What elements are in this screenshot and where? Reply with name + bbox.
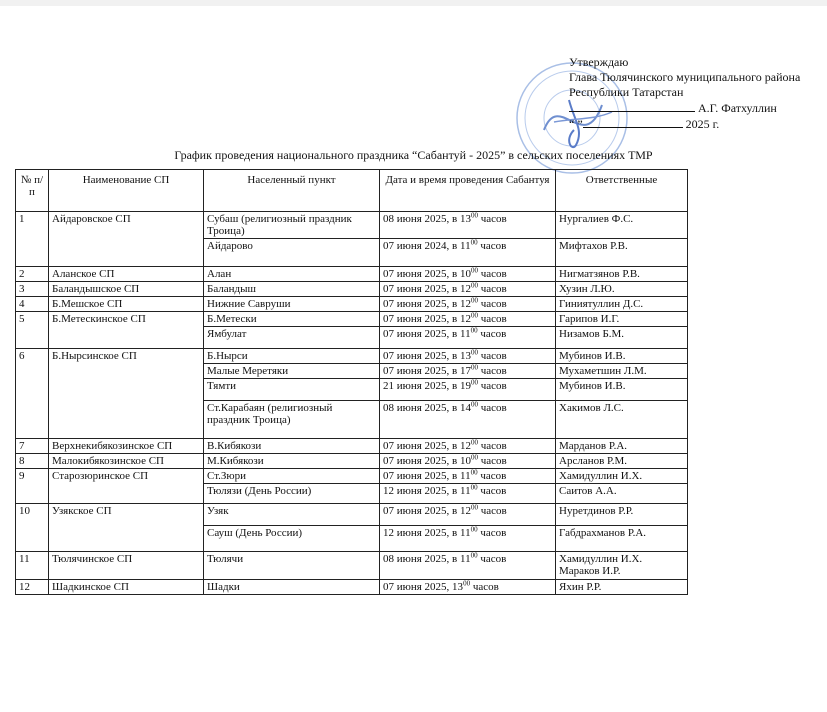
cell-num: 9 [16, 469, 49, 504]
cell-date: 07 июня 2025, в $12^{00}$ часов [380, 312, 556, 327]
resp-line-2: Мараков И.Р. [559, 565, 621, 577]
cell-resp: Хакимов Л.С. [556, 401, 688, 439]
table-row [16, 504, 688, 526]
cell-sp: Б.Метескинское СП [49, 312, 204, 349]
cell-date: 07 июня 2025, в $12^{00}$ часов [380, 439, 556, 454]
cell-settlement: Ямбулат [204, 327, 380, 349]
header-settlement: Населенный пункт [204, 170, 380, 212]
cell-settlement: Ст.Карабаян (религиозный праздник Троица) [204, 401, 380, 439]
cell-settlement: Субаш (религиозный праздник Троица) [204, 212, 380, 239]
cell-resp: Саитов А.А. [556, 484, 688, 504]
cell-sp: Б.Мешское СП [49, 297, 204, 312]
cell-settlement: Малые Меретяки [204, 364, 380, 379]
cell-sp: Шадкинское СП [49, 580, 204, 595]
cell-num: 1 [16, 212, 49, 267]
cell-resp [556, 552, 688, 580]
table-header-row [16, 170, 688, 212]
cell-num: 2 [16, 267, 49, 282]
cell-settlement: Алан [204, 267, 380, 282]
signature-underline [569, 100, 695, 112]
table-row [16, 349, 688, 364]
approval-line-3: Республики Татарстан [569, 85, 684, 99]
cell-settlement: Тямти [204, 379, 380, 401]
table-row [16, 552, 688, 580]
cell-settlement: Шадки [204, 580, 380, 595]
cell-date: 07 июня 2025, в $10^{00}$ часов [380, 267, 556, 282]
cell-date: 12 июня 2025, в $11^{00}$ часов [380, 484, 556, 504]
table-row [16, 580, 688, 595]
header-num: № п/п [16, 170, 49, 212]
table-row [16, 439, 688, 454]
cell-resp: Габдрахманов Р.А. [556, 526, 688, 552]
cell-sp: Тюлячинское СП [49, 552, 204, 580]
cell-settlement: Б.Метески [204, 312, 380, 327]
cell-resp: Нуретдинов Р.Р. [556, 504, 688, 526]
cell-date: 07 июня 2025, в $17^{00}$ часов [380, 364, 556, 379]
cell-settlement: Баландыш [204, 282, 380, 297]
date-underline [583, 116, 683, 128]
cell-resp: Нургалиев Ф.С. [556, 212, 688, 239]
cell-date: 21 июня 2025, в $19^{00}$ часов [380, 379, 556, 401]
table-row [16, 297, 688, 312]
cell-num: 6 [16, 349, 49, 439]
top-band [0, 0, 827, 6]
document-title: График проведения национального праздника “Сабантуй - 2025” в сельских поселениях ТМР [174, 148, 653, 162]
cell-num: 8 [16, 454, 49, 469]
cell-date: 07 июня 2025, в $13^{00}$ часов [380, 349, 556, 364]
cell-settlement: Айдарово [204, 239, 380, 267]
cell-num: 5 [16, 312, 49, 349]
cell-date: 07 июня 2025, в $12^{00}$ часов [380, 282, 556, 297]
approval-date-line [569, 116, 819, 132]
cell-resp: Хамидуллин И.Х. [556, 469, 688, 484]
cell-settlement: В.Кибякози [204, 439, 380, 454]
cell-date: 07 июня 2025, в $10^{00}$ часов [380, 454, 556, 469]
cell-resp: Мубинов И.В. [556, 349, 688, 364]
cell-num: 10 [16, 504, 49, 552]
table-row [16, 212, 688, 239]
cell-resp: Мухаметшин Л.М. [556, 364, 688, 379]
cell-sp: Малокибякозинское СП [49, 454, 204, 469]
cell-date: 12 июня 2025, в $11^{00}$ часов [380, 526, 556, 552]
cell-sp: Б.Нырсинское СП [49, 349, 204, 439]
cell-sp: Узякское СП [49, 504, 204, 552]
table-row [16, 312, 688, 327]
cell-date: 08 июня 2025, в $14^{00}$ часов [380, 401, 556, 439]
cell-date: 07 июня 2025, в $12^{00}$ часов [380, 297, 556, 312]
table-row [16, 469, 688, 484]
cell-settlement: Ст.Зюри [204, 469, 380, 484]
cell-sp: Айдаровское СП [49, 212, 204, 267]
cell-resp: Марданов Р.А. [556, 439, 688, 454]
schedule-table [15, 169, 688, 595]
approval-signature-line [569, 100, 819, 116]
cell-date: 08 июня 2025, в $13^{00}$ часов [380, 212, 556, 239]
signer-name: А.Г. Фатхуллин [698, 101, 777, 115]
cell-num: 7 [16, 439, 49, 454]
cell-sp: Баландышское СП [49, 282, 204, 297]
cell-resp: Мубинов И.В. [556, 379, 688, 401]
resp-line-1: Хамидуллин И.Х. [559, 553, 643, 565]
cell-resp: Мифтахов Р.В. [556, 239, 688, 267]
cell-date: 07 июня 2025, $13^{00}$ часов [380, 580, 556, 595]
approval-year: 2025 г. [685, 117, 720, 131]
cell-settlement: Сауш (День России) [204, 526, 380, 552]
header-datetime: Дата и время проведения Сабантуя [380, 170, 556, 212]
cell-num: 12 [16, 580, 49, 595]
header-responsible: Ответственные [556, 170, 688, 212]
approval-block [569, 55, 819, 132]
cell-sp: Аланское СП [49, 267, 204, 282]
cell-date: 07 июня 2025, в $11^{00}$ часов [380, 469, 556, 484]
cell-date: 07 июня 2025, в $12^{00}$ часов [380, 504, 556, 526]
cell-resp: Арсланов Р.М. [556, 454, 688, 469]
cell-resp: Яхин Р.Р. [556, 580, 688, 595]
cell-resp: Низамов Б.М. [556, 327, 688, 349]
table-row [16, 454, 688, 469]
approval-line-2: Глава Тюлячинского муниципального района [569, 70, 801, 84]
cell-num: 4 [16, 297, 49, 312]
table-row [16, 282, 688, 297]
cell-resp: Гарипов И.Г. [556, 312, 688, 327]
cell-settlement: Тюлязи (День России) [204, 484, 380, 504]
approval-line-1: Утверждаю [569, 55, 629, 69]
cell-num: 3 [16, 282, 49, 297]
cell-date: 07 июня 2024, в $11^{00}$ часов [380, 239, 556, 267]
cell-date: 07 июня 2025, в $11^{00}$ часов [380, 327, 556, 349]
cell-resp: Нигматзянов Р.В. [556, 267, 688, 282]
cell-settlement: Б.Нырси [204, 349, 380, 364]
cell-num: 11 [16, 552, 49, 580]
cell-date: 08 июня 2025, в $11^{00}$ часов [380, 552, 556, 580]
date-quotes: “ ” [569, 117, 583, 131]
cell-settlement: Тюлячи [204, 552, 380, 580]
header-sp: Наименование СП [49, 170, 204, 212]
cell-settlement: М.Кибякози [204, 454, 380, 469]
cell-resp: Хузин Л.Ю. [556, 282, 688, 297]
cell-settlement: Узяк [204, 504, 380, 526]
table-row [16, 267, 688, 282]
cell-sp: Старозюринское СП [49, 469, 204, 504]
cell-resp: Гиниятуллин Д.С. [556, 297, 688, 312]
cell-sp: Верхнекибякозинское СП [49, 439, 204, 454]
cell-settlement: Нижние Савруши [204, 297, 380, 312]
